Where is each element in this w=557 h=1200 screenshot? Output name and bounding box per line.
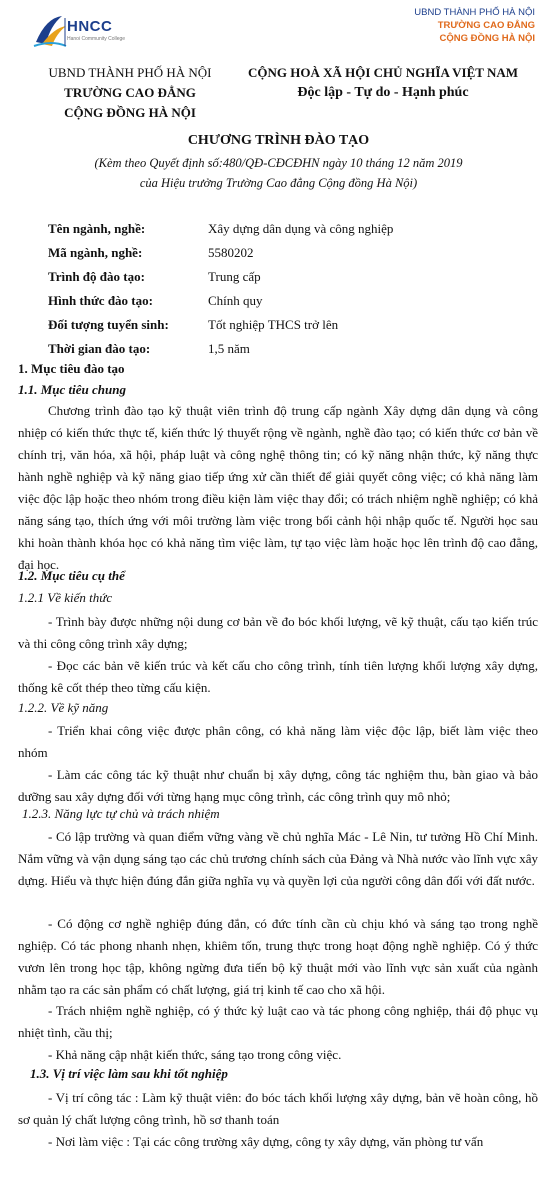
header-line-1: UBND THÀNH PHỐ HÀ NỘI xyxy=(414,7,535,18)
paragraph: - Có lập trường và quan điểm vững vàng về chủ nghĩa Mác - Lê Nin, tư tưởng Hồ Chí Minh. Nắm vững và vận dụng sáng tạo các chủ trương chính sách của Đảng và Nhà nước vào lĩnh vực xây dựng. Hiểu và thực hiện đúng đắn giữa nghĩa vụ và quyền lợi của người công dân đối với đất nước. xyxy=(18,829,538,888)
paragraph: - Triển khai công việc được phân công, có khả năng làm việc độc lập, biết làm việc theo nhóm xyxy=(18,723,538,760)
paragraph: - Có động cơ nghề nghiệp đúng đắn, có đức tính cần cù chịu khó và sáng tạo trong nghề nghiệp. Có tác phong nhanh nhẹn, khiêm tốn, trung thực trong hoạt động nghề nghiệp. Có ý thức vươn lên trong học tập, không ngừng đưa tiến bộ kỹ thuật mới vào lĩnh vực sản xuất của ngành nhằm tạo ra các sản phẩm có chất lượng, giá trị kinh tế cao cho xã hội. xyxy=(18,916,538,997)
info-key: Thời gian đào tạo: xyxy=(48,341,151,356)
section-heading: 1. Mục tiêu đào tạo xyxy=(18,361,125,376)
national-heading xyxy=(228,63,538,103)
paragraph: Chương trình đào tạo kỹ thuật viên trình độ trung cấp ngành Xây dựng dân dụng và công nhiệp có kiến thức thực tế, kiến thức lý thuyết rộng về ngành, nghề đào tạo; có kiến thức cơ bản về chính trị, văn hóa, xã hội, pháp luật và công nghệ thông tin; có kỹ năng nhận thức, kỹ năng thực hành nghề nghiệp và kỹ năng giao tiếp ứng xử cần thiết để giải quyết công việc; có khả năng làm việc độc lập hoặc theo nhóm trong điều kiện làm việc thay đổi; có trách nhiệm nghề nghiệp; có khả năng sáng tạo, thích ứng với môi trường làm việc trong bối cảnh hội nhập quốc tế. Người học sau khi hoàn thành khóa học có khả năng tìm việc làm, tự tạo việc làm hoặc học lên trình độ cao đẳng, đại học. xyxy=(18,403,538,572)
document-subtitle-1: (Kèm theo Quyết định số:480/QĐ-CĐCĐHN ngày 10 tháng 12 năm 2019 xyxy=(94,156,463,170)
paragraph: - Trình bày được những nội dung cơ bản về đo bóc khối lượng, vẽ kỹ thuật, cấu tạo kiến trúc và thi công công trình xây dựng; xyxy=(18,614,538,651)
logo-wordmark: HNCC xyxy=(67,18,113,35)
header-line-2: TRƯỜNG CAO ĐẲNG xyxy=(437,20,535,31)
subsection-heading: 1.3. Vị trí việc làm sau khi tốt nghiệp xyxy=(30,1066,228,1081)
info-value: Trung cấp xyxy=(208,269,261,284)
logo-tagline: Hanoi Community College xyxy=(67,36,126,42)
info-value: Xây dựng dân dụng và công nghiệp xyxy=(208,221,394,236)
info-key: Đối tượng tuyển sinh: xyxy=(48,317,169,332)
info-key: Trình độ đào tạo: xyxy=(48,269,145,284)
nation-name: CỘNG HOÀ XÃ HỘI CHỦ NGHĨA VIỆT NAM xyxy=(247,65,519,80)
subsubsection-heading: 1.2.2. Về kỹ năng xyxy=(18,700,109,715)
info-value: Chính quy xyxy=(208,293,263,308)
paragraph: - Vị trí công tác : Làm kỹ thuật viên: đo bóc tách khối lượng xây dựng, bản vẽ hoàn công, hồ sơ quản lý chất lượng công trình, hồ sơ thanh toán xyxy=(18,1090,538,1127)
subsubsection-heading: 1.2.1 Về kiến thức xyxy=(18,590,113,605)
document-title: CHƯƠNG TRÌNH ĐÀO TẠO xyxy=(187,133,370,148)
info-value: 5580202 xyxy=(208,245,254,260)
subsection-heading: 1.2. Mục tiêu cụ thể xyxy=(18,568,125,583)
subsubsection-heading: 1.2.3. Năng lực tự chủ và trách nhiệm xyxy=(22,806,220,821)
document-subtitle-2: của Hiệu trưởng Trường Cao đẳng Cộng đồng Hà Nội) xyxy=(139,176,418,190)
paragraph: - Nơi làm việc : Tại các công trường xây dựng, công ty xây dựng, văn phòng tư vấn xyxy=(48,1134,484,1149)
national-motto: Độc lập - Tự do - Hạnh phúc xyxy=(297,85,469,100)
info-value: 1,5 năm xyxy=(208,341,250,356)
authority-line-1: UBND THÀNH PHỐ HÀ NỘI xyxy=(48,65,212,80)
subsection-heading: 1.1. Mục tiêu chung xyxy=(18,382,126,397)
info-key: Mã ngành, nghề: xyxy=(48,245,143,260)
paragraph: - Trách nhiệm nghề nghiệp, có ý thức kỷ luật cao và tác phong công nghiệp, thái độ phục vụ nhiệt tình, cầu thị; xyxy=(18,1003,538,1040)
info-value: Tốt nghiệp THCS trở lên xyxy=(208,317,339,332)
paragraph: - Khả năng cập nhật kiến thức, sáng tạo trong công việc. xyxy=(48,1047,342,1062)
paragraph: - Làm các công tác kỹ thuật như chuẩn bị xây dựng, công tác nghiệm thu, bàn giao và bảo dưỡng sau xây dựng đối với từng hạng mục công trình, các công trình quy mô nhỏ; xyxy=(18,767,538,804)
header-institution xyxy=(355,6,535,45)
page-header xyxy=(0,0,557,60)
issuing-authority xyxy=(30,63,230,123)
header-line-3: CỘNG ĐỒNG HÀ NỘI xyxy=(439,33,535,44)
info-key: Tên ngành, nghề: xyxy=(48,221,146,236)
info-key: Hình thức đào tạo: xyxy=(48,293,153,308)
authority-line-2: TRƯỜNG CAO ĐẲNG xyxy=(64,85,196,100)
paragraph: - Đọc các bản vẽ kiến trúc và kết cấu cho công trình, tính tiên lượng khối lượng xây dựng, thống kê cốt thép theo từng cấu kiện. xyxy=(18,658,538,695)
authority-line-3: CỘNG ĐỒNG HÀ NỘI xyxy=(64,105,196,120)
